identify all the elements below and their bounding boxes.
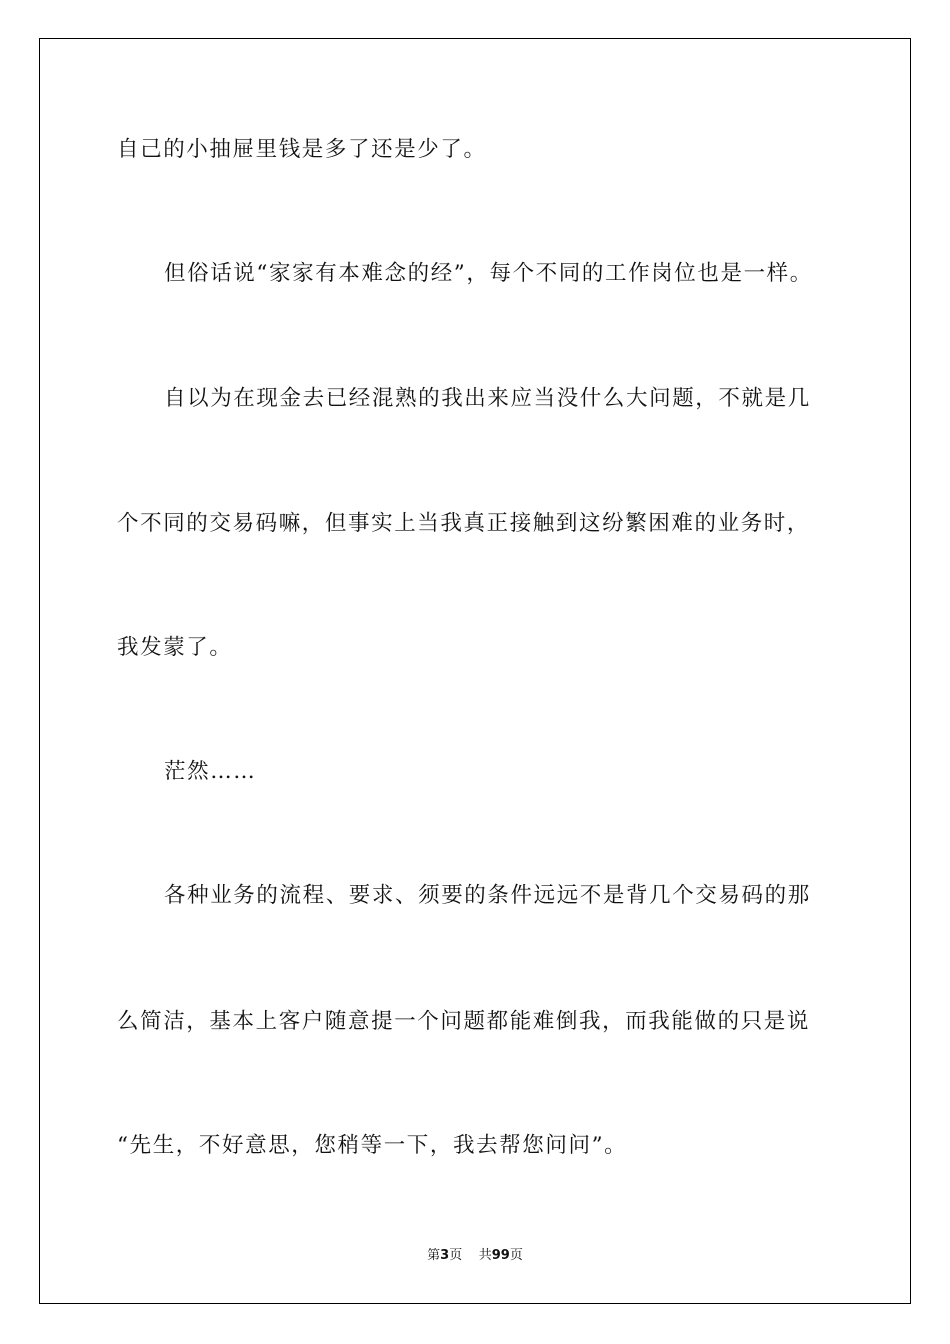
body-line-4: 个不同的交易码嘛，但事实上当我真正接触到这纷繁困难的业务时，: [117, 511, 811, 536]
body-line-6: 茫然……: [164, 759, 257, 784]
body-line-9: “先生，不好意思，您稍等一下，我去帮您问问”。: [117, 1133, 628, 1158]
body-line-7: 各种业务的流程、要求、须要的条件远远不是背几个交易码的那: [164, 883, 811, 908]
footer-page-prefix: 第: [427, 1248, 441, 1263]
page-border: [39, 38, 911, 1304]
footer-total-pages: 99: [491, 1248, 510, 1263]
body-line-3: 自以为在现金去已经混熟的我出来应当没什么大问题，不就是几: [164, 386, 811, 411]
footer-total-suffix: 页: [509, 1248, 523, 1263]
footer-page-suffix: 页: [449, 1248, 463, 1263]
body-line-5: 我发蒙了。: [117, 635, 233, 660]
body-line-1: 自己的小抽屉里钱是多了还是少了。: [117, 137, 487, 162]
body-line-8: 么简洁，基本上客户随意提一个问题都能难倒我，而我能做的只是说: [117, 1009, 811, 1034]
footer-page-number: 3: [440, 1248, 450, 1263]
page-footer: [0, 1248, 950, 1264]
footer-total-prefix: 共: [478, 1248, 492, 1263]
body-line-2: 但俗话说“家家有本难念的经”，每个不同的工作岗位也是一样。: [164, 261, 813, 286]
